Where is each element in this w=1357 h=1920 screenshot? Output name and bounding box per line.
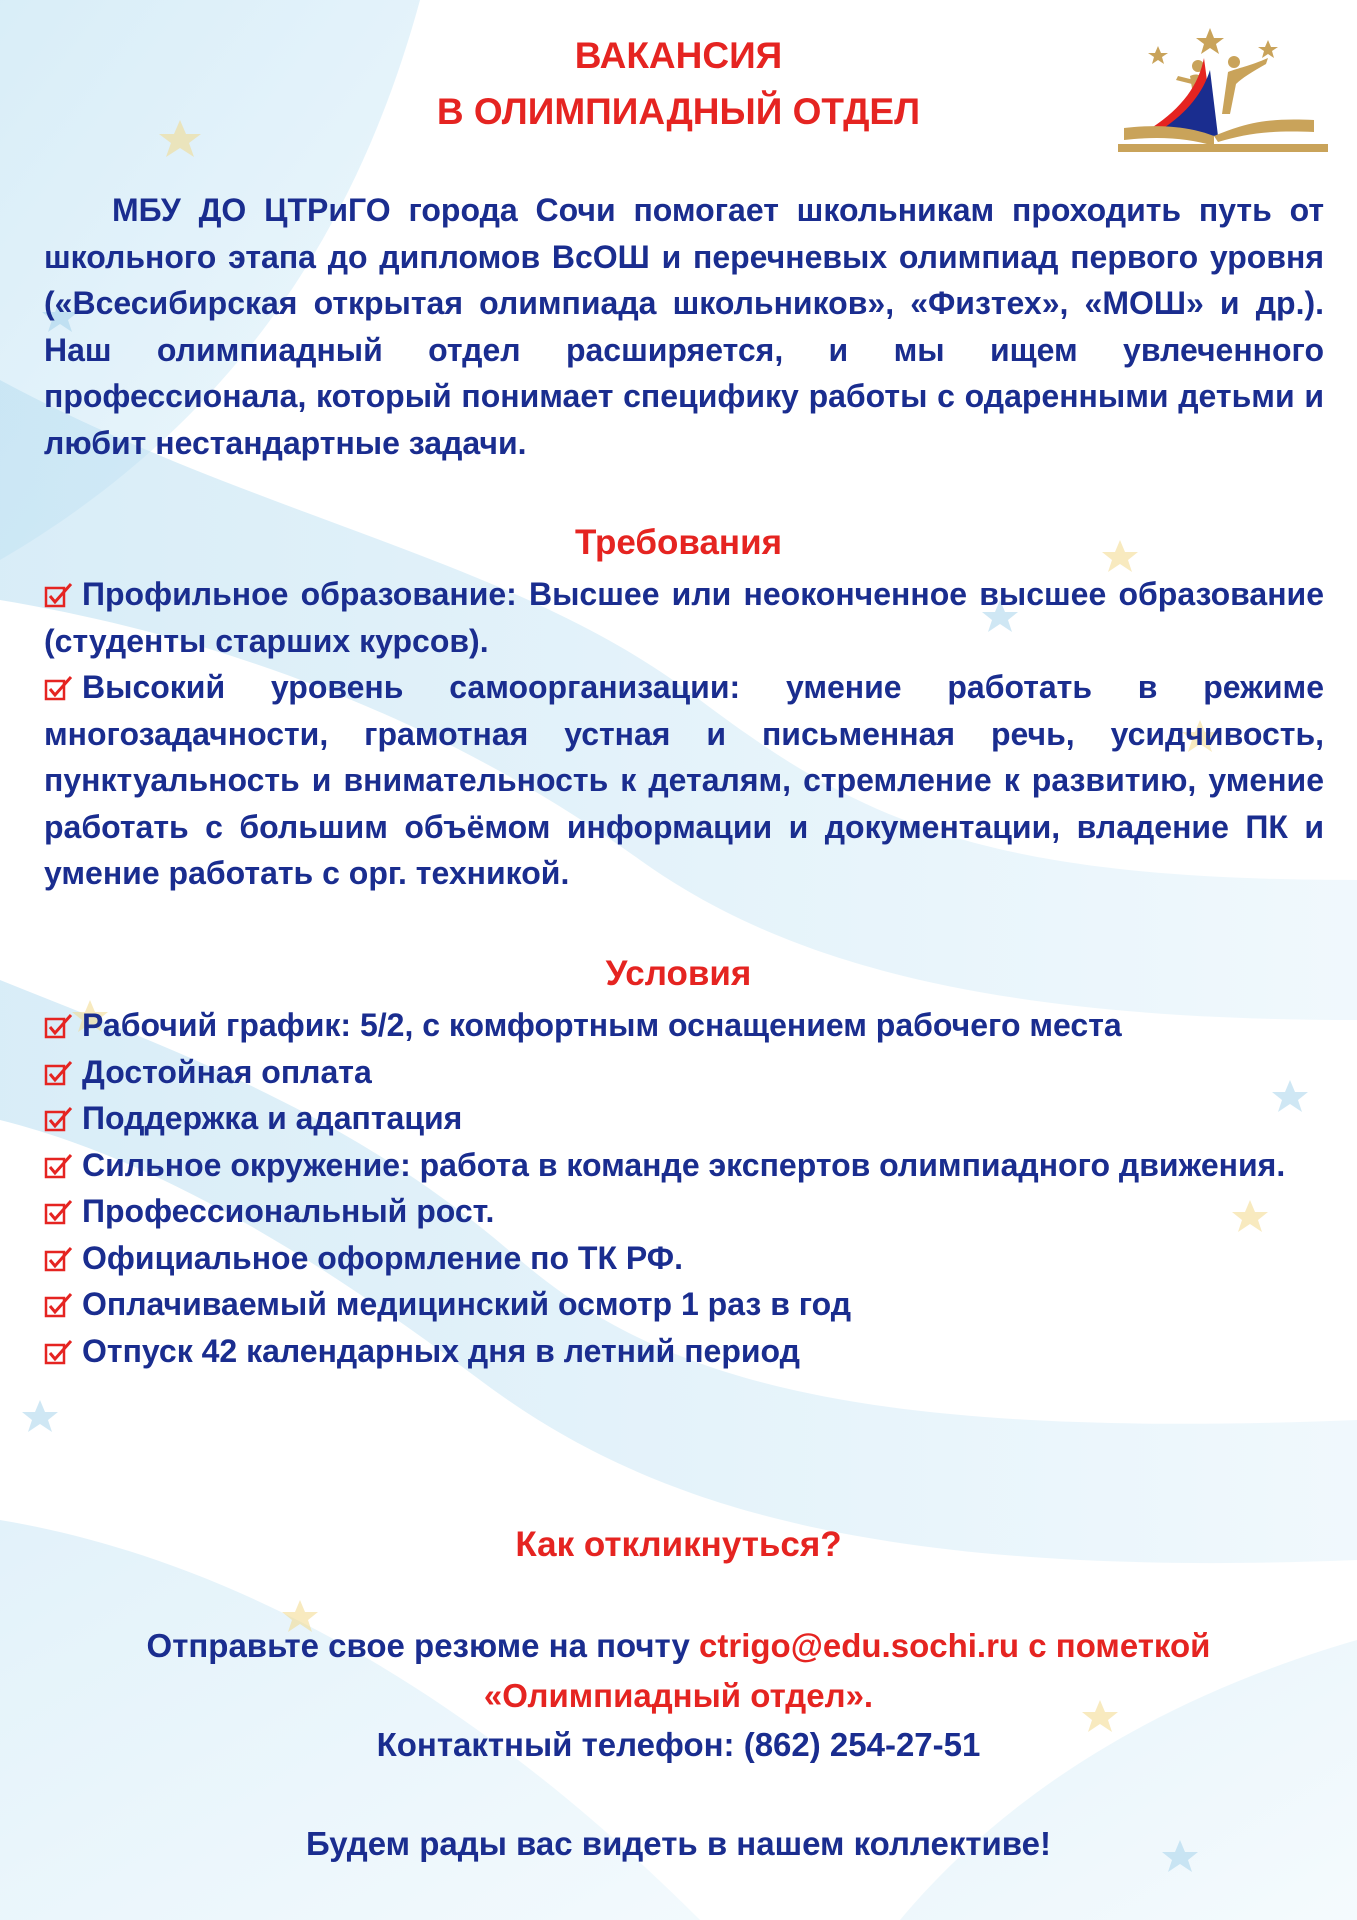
checkbox-checked-icon <box>44 1060 74 1086</box>
checkbox-checked-icon <box>44 1246 74 1272</box>
condition-item <box>44 1281 1324 1328</box>
requirements-heading: Требования <box>574 523 783 562</box>
condition-item <box>44 1188 1324 1235</box>
title-line-2: В ОЛИМПИАДНЫЙ ОТДЕЛ <box>436 91 921 132</box>
email-link[interactable]: ctrigo@edu.sochi.ru <box>699 1627 1020 1664</box>
checkbox-checked-icon <box>44 675 74 701</box>
condition-text: Отпуск 42 календарных дня в летний период <box>82 1332 800 1369</box>
checkbox-checked-icon <box>44 1339 74 1365</box>
requirement-item <box>44 664 1324 897</box>
conditions-heading: Условия <box>605 954 752 993</box>
condition-item <box>44 1002 1324 1049</box>
condition-item <box>44 1049 1324 1096</box>
apply-email-line <box>0 1622 1357 1670</box>
condition-item <box>44 1142 1324 1189</box>
checkbox-checked-icon <box>44 1199 74 1225</box>
requirement-item <box>44 571 1324 664</box>
condition-item <box>44 1235 1324 1282</box>
apply-heading: Как откликнуться? <box>515 1525 842 1564</box>
requirement-text: Высокий уровень самоорганизации: умение работать в режиме многозадачности, грамотная устная и письменная речь, усидчивость, пунктуальность и внимательность к деталям, стремление к развитию, умение работать с большим объёмом информации и документации, владение ПК и умение работать с орг. техникой. <box>44 669 1324 891</box>
requirement-text: Профильное образование: Высшее или неоконченное высшее образование (студенты старших курсов). <box>44 576 1324 659</box>
apply-tag: «Олимпиадный отдел». <box>483 1677 874 1714</box>
apply-email-suffix: с пометкой <box>1019 1627 1211 1664</box>
checkbox-checked-icon <box>44 1292 74 1318</box>
condition-item <box>44 1328 1324 1375</box>
checkbox-checked-icon <box>44 1013 74 1039</box>
closing-text: Будем рады вас видеть в нашем коллективе! <box>305 1825 1051 1862</box>
conditions-list <box>44 1002 1324 1374</box>
condition-item <box>44 1095 1324 1142</box>
contact-phone: Контактный телефон: (862) 254-27-51 <box>376 1726 981 1763</box>
checkbox-checked-icon <box>44 1106 74 1132</box>
condition-text: Поддержка и адаптация <box>82 1100 463 1136</box>
condition-text: Оплачиваемый медицинский осмотр 1 раз в год <box>82 1286 852 1322</box>
intro-paragraph: МБУ ДО ЦТРиГО города Сочи помогает школьникам проходить путь от школьного этапа до дипломов ВсОШ и перечневых олимпиад первого уровня («Всесибирская открытая олимпиада школьников», «Физтех», «МОШ» и др.). Наш олимпиадный отдел расширяется, и мы ищем увлеченного профессионала, который понимает специфику работы с одаренными детьми и любит нестандартные задачи. <box>44 192 1324 461</box>
checkbox-checked-icon <box>44 582 74 608</box>
condition-text: Официальное оформление по ТК РФ. <box>82 1239 683 1276</box>
condition-text: Достойная оплата <box>82 1053 372 1090</box>
requirements-list <box>44 571 1324 897</box>
apply-email-prefix: Отправьте свое резюме на почту <box>146 1627 700 1664</box>
condition-text: Профессиональный рост. <box>82 1193 495 1229</box>
checkbox-checked-icon <box>44 1153 74 1179</box>
condition-text: Рабочий график: 5/2, с комфортным оснащением рабочего места <box>82 1007 1122 1043</box>
title-line-1: ВАКАНСИЯ <box>574 35 783 76</box>
condition-text: Сильное окружение: работа в команде экспертов олимпиадного движения. <box>82 1146 1286 1183</box>
